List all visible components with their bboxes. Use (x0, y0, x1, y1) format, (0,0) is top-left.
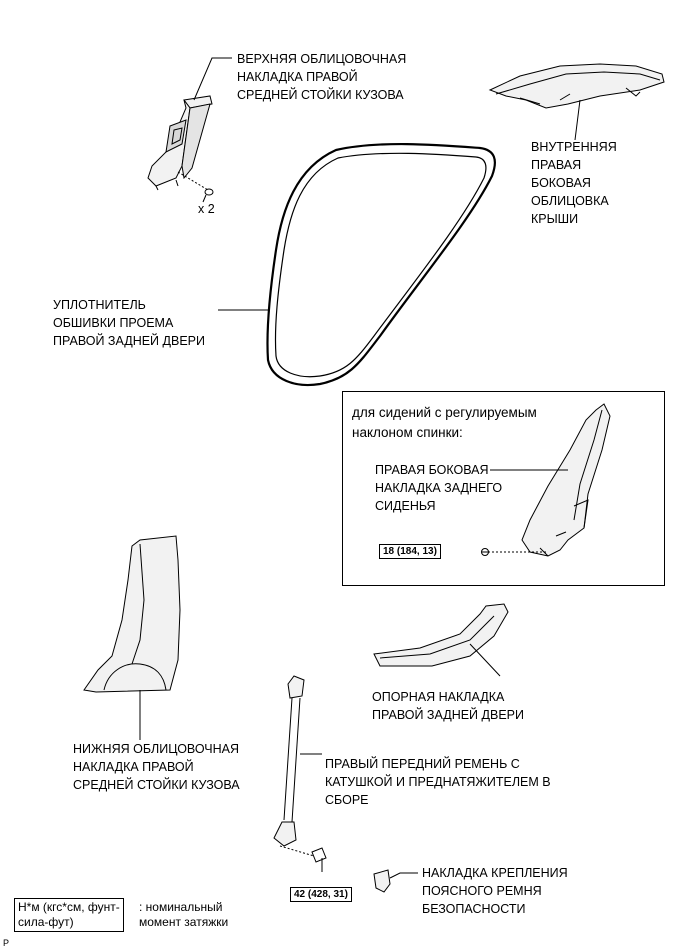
torque-unit-legend-box: Н*м (кгс*см, фунт- сила-фут) (14, 898, 124, 932)
seat-side-torque-spec: 18 (184, 13) (379, 544, 441, 559)
seat-belt-assembly (274, 676, 304, 846)
scuff-plate (374, 604, 508, 666)
weatherstrip-label: УПЛОТНИТЕЛЬ ОБШИВКИ ПРОЕМА ПРАВОЙ ЗАДНЕЙ ДВЕРИ (53, 298, 205, 348)
roof-side-label: ВНУТРЕННЯЯ ПРАВАЯ БОКОВАЯ ОБЛИЦОВКА КРЫШИ (531, 140, 617, 226)
upper-pillar-garnish (148, 96, 212, 190)
upper-pillar-label: ВЕРХНЯЯ ОБЛИЦОВОЧНАЯ НАКЛАДКА ПРАВОЙ СРЕДНЕЙ СТОЙКИ КУЗОВА (237, 52, 407, 102)
seat-belt-label: ПРАВЫЙ ПЕРЕДНИЙ РЕМЕНЬ С КАТУШКОЙ И ПРЕДНАТЯЖИТЕЛЕМ В СБОРЕ (325, 757, 551, 807)
seat-side-label: ПРАВАЯ БОКОВАЯ НАКЛАДКА ЗАДНЕГО СИДЕНЬЯ (375, 463, 503, 513)
belt-torque-spec: 42 (428, 31) (290, 887, 352, 902)
scuff-plate-label: ОПОРНАЯ НАКЛАДКА ПРАВОЙ ЗАДНЕЙ ДВЕРИ (372, 690, 524, 722)
screw-quantity: x 2 (198, 202, 215, 216)
belt-bolt (312, 848, 326, 872)
scuff-plate-leader (470, 644, 500, 676)
anchor-cover-leader (390, 873, 418, 878)
lower-pillar-label: НИЖНЯЯ ОБЛИЦОВОЧНАЯ НАКЛАДКА ПРАВОЙ СРЕДНЕЙ СТОЙКИ КУЗОВА (73, 742, 240, 792)
torque-unit-legend-text: : номинальный момент затяжки (139, 900, 229, 929)
anchor-cover (374, 870, 390, 892)
roof-side-garnish (490, 64, 664, 108)
lower-pillar-garnish (84, 536, 180, 692)
belt-bolt-line (280, 846, 314, 856)
roof-side-leader (575, 100, 580, 140)
reclining-seat-note: для сидений с регулируемым наклоном спинки: (352, 405, 537, 440)
door-weatherstrip (267, 144, 494, 385)
page-code: P (3, 938, 10, 948)
upper-pillar-leader (194, 58, 232, 100)
anchor-cover-label: НАКЛАДКА КРЕПЛЕНИЯ ПОЯСНОГО РЕМНЯ БЕЗОПАСНОСТИ (422, 866, 568, 916)
